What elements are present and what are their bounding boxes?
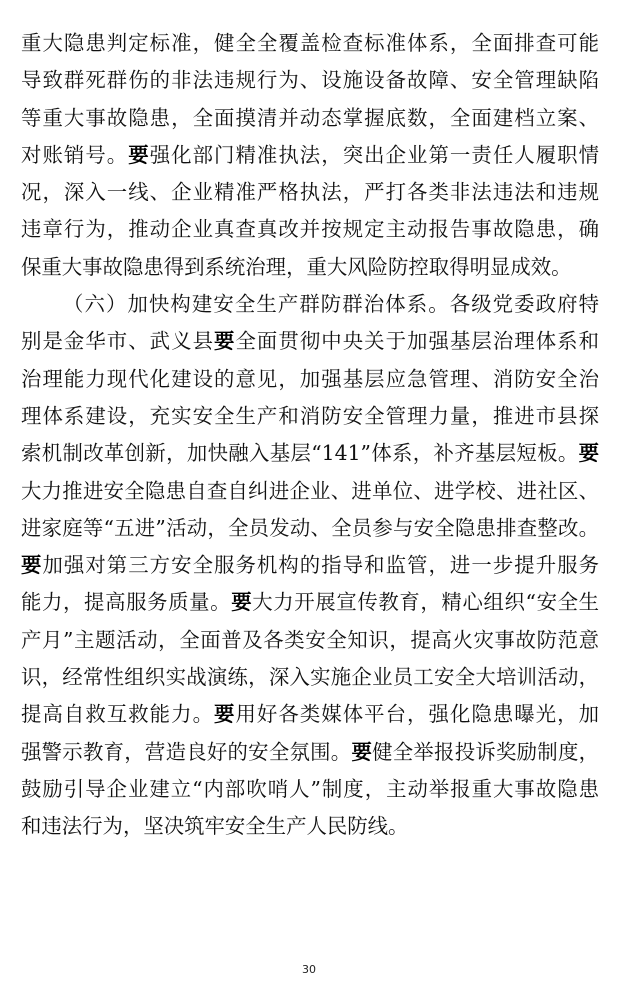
text-line bbox=[21, 696, 599, 733]
line-content bbox=[21, 435, 599, 472]
text-line bbox=[21, 211, 599, 248]
text-segment: 加强对第三方安全服务机构的指导和监管，进一步提升服务 bbox=[42, 553, 600, 578]
line-content bbox=[21, 25, 599, 62]
text-segment: 保重大事故隐患得到系统治理，重大风险防控取得明显成效。 bbox=[21, 254, 572, 279]
line-content bbox=[21, 361, 599, 398]
text-line bbox=[21, 473, 599, 510]
line-content bbox=[21, 137, 599, 174]
line-content bbox=[21, 510, 599, 547]
line-content bbox=[21, 249, 599, 286]
text-segment: 鼓励引导企业建立“内部吹哨人”制度，主动举报重大事故隐患 bbox=[21, 776, 599, 801]
line-content bbox=[21, 473, 599, 510]
text-line bbox=[21, 25, 599, 62]
line-content bbox=[63, 286, 599, 323]
emphasis-text: 要 bbox=[214, 329, 236, 354]
emphasis-text: 要 bbox=[128, 142, 150, 167]
text-line bbox=[21, 398, 599, 435]
text-line bbox=[21, 734, 599, 771]
line-content bbox=[21, 659, 599, 696]
text-segment: 和违法行为，坚决筑牢安全生产人民防线。 bbox=[21, 814, 409, 839]
text-line bbox=[21, 547, 599, 584]
line-content bbox=[21, 584, 599, 621]
text-line bbox=[21, 771, 599, 808]
line-content bbox=[21, 62, 599, 99]
text-segment: 别是金华市、武义县 bbox=[21, 329, 215, 354]
line-content bbox=[21, 734, 599, 771]
text-line bbox=[21, 510, 599, 547]
text-segment: 强警示教育，营造良好的安全氛围。 bbox=[21, 739, 352, 764]
text-segment: 对账销号。 bbox=[21, 142, 129, 167]
text-line bbox=[21, 622, 599, 659]
text-segment: 治理能力现代化建设的意见，加强基层应急管理、消防安全治 bbox=[21, 366, 599, 391]
text-line bbox=[21, 62, 599, 99]
text-segment: 能力，提高服务质量。 bbox=[21, 590, 232, 615]
line-content bbox=[21, 547, 599, 584]
text-line bbox=[21, 174, 599, 211]
line-content bbox=[21, 323, 599, 360]
line-content bbox=[21, 808, 599, 845]
text-segment: 况，深入一线、企业精准严格执法，严打各类非法违法和违规 bbox=[21, 180, 599, 205]
text-line bbox=[21, 137, 599, 174]
text-line bbox=[21, 435, 599, 472]
emphasis-text: 要 bbox=[231, 590, 253, 615]
text-segment: 进家庭等“五进”活动，全员发动、全员参与安全隐患排查整改。 bbox=[21, 515, 599, 540]
line-content bbox=[21, 696, 599, 733]
section-heading-line bbox=[21, 286, 599, 323]
text-segment: 提高自救互救能力。 bbox=[21, 702, 215, 727]
line-content bbox=[21, 100, 599, 137]
page-number: 30 bbox=[302, 963, 316, 976]
text-line bbox=[21, 361, 599, 398]
text-segment: 大力开展宣传教育，精心组织“安全生 bbox=[252, 590, 600, 615]
text-segment: 导致群死群伤的非法违规行为、设施设备故障、安全管理缺陷 bbox=[21, 68, 599, 93]
text-segment: 理体系建设，充实安全生产和消防安全管理力量，推进市县探 bbox=[21, 403, 599, 428]
line-content bbox=[21, 174, 599, 211]
text-segment: 产月”主题活动，全面普及各类安全知识，提高火灾事故防范意 bbox=[21, 627, 599, 652]
text-segment: 用好各类媒体平台，强化隐患曝光，加 bbox=[235, 702, 600, 727]
text-segment: 强化部门精准执法，突出企业第一责任人履职情 bbox=[149, 142, 600, 167]
text-segment: 大力推进安全隐患自查自纠进企业、进单位、进学校、进社区、 bbox=[21, 478, 599, 503]
text-line bbox=[21, 808, 599, 845]
text-line bbox=[21, 249, 599, 286]
text-segment: 违章行为，推动企业真查真改并按规定主动报告事故隐患，确 bbox=[21, 217, 599, 242]
emphasis-text: 要 bbox=[578, 441, 599, 466]
line-content bbox=[21, 771, 599, 808]
emphasis-text: 要 bbox=[351, 739, 373, 764]
text-line bbox=[21, 584, 599, 621]
text-segment: 识，经常性组织实战演练，深入实施企业员工安全大培训活动， bbox=[21, 665, 599, 690]
text-line bbox=[21, 100, 599, 137]
body-text bbox=[21, 25, 599, 846]
line-content bbox=[21, 211, 599, 248]
text-line bbox=[21, 323, 599, 360]
emphasis-text: 要 bbox=[21, 553, 43, 578]
text-segment: 健全举报投诉奖励制度， bbox=[372, 739, 600, 764]
emphasis-text: 要 bbox=[214, 702, 236, 727]
line-content bbox=[21, 398, 599, 435]
text-line bbox=[21, 659, 599, 696]
line-content bbox=[21, 622, 599, 659]
text-segment: 等重大事故隐患，全面摸清并动态掌握底数，全面建档立案、 bbox=[21, 105, 599, 130]
text-segment: （六）加快构建安全生产群防群治体系。各级党委政府特 bbox=[63, 292, 599, 317]
text-segment: 全面贯彻中央关于加强基层治理体系和 bbox=[235, 329, 600, 354]
text-segment: 索机制改革创新，加快融入基层“141”体系，补齐基层短板。 bbox=[21, 441, 579, 466]
text-segment: 重大隐患判定标准，健全全覆盖检查标准体系，全面排查可能 bbox=[21, 31, 599, 55]
